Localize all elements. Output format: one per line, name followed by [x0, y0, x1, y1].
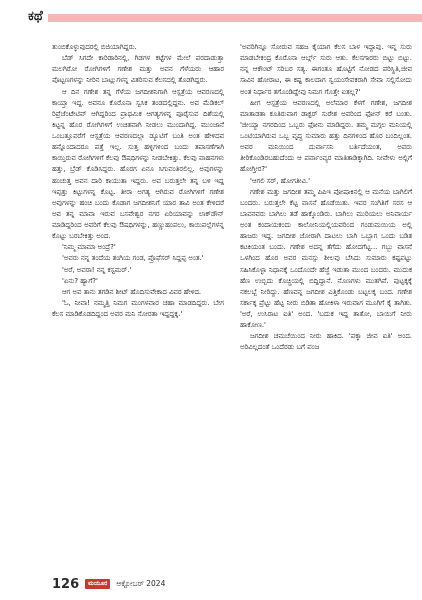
paragraph: 'ಏನು? ಹ್ಯಾಗೆ?' [62, 276, 98, 285]
paragraph: ಗಣೇಶ ಮತ್ತು ಜಗದೀಶ ತಮ್ಮ ಪಿಪಿಇ ಪೋಷಾಕಿನಲ್ಲಿ ಆ ಮನೆಯ ಬಾಗಿಲಿಗೆ ಬಂದರು. ಬರುತ್ತಲೇ ಕೆಟ್ಟ ವಾಸನೆ ಹೊಡೆಯಿತು. ಇವರ ಸಂಗಿತಿಗೆ ಸರಸ ಆ ಬಾವನವರು ಬಾಗಿಲು ತಡೆ ಹಾಕ್ಕೊಂಡಿರು. ಬಾಗಿಲು ಮುರಿಯಲು ಅನಿವಾರ್ಯ ಅಂತ ಕಂದಾಯಕಂದು ಕಾಲೋನಿಯಲ್ಲಿಯವರಿಂದ ಗಂಡುಮಯಿಯ ಅಲ್ಲಿ ಹಾಜರು ಇದ್ದ. ಜಗದೀಶ ಜೋರಾಗಿ ದಾಟಲು ಬಾಗಿ ಒಬ್ಬಾಗ ಒಂದು ಬಡಿತ ಕಟಕಿಯಂತ ಬಂದು. ಗಣೇಶ ಅದನ್ನ ತೆಗೆದು ಹೋದಗೆಟ್ಟ... ಗಬ್ಬು ವಾಸನೆ ಒಳಗಿಂದ ಹೊರ ಅವರ ಮನಸ್ಸು ಶೀಲವು ಬೆಸಿದು ಸುಮಾರು ಕಷ್ಟಪಟ್ಟು ಸಹಿಸಿಕೊಳ್ಳಾ ನಿಧಾನಕ್ಕೆ ಒಂದೊಂದೇ ಹೆಜ್ಜೆ ಇಡುತಾ ಮುಂದ ಬಂದರು. ಮುದುಕ ಹೆಣ ಉಬ್ಬಿದು ಕೊಚ್ಚಿಯಲ್ಲಿ ಬಿದ್ದಿದ್ದಾನೆ. ನೊಣಗಳು ಮುತಗಿವೆ. ಪುಟ್ಟಕ್ಕಕ್ಕೆ ನಕಲಬ್ಬೆ ನೀರಿದ್ದು. ಹೆಣವನ್ನ ಜಗದೀಶ ಎತ್ತಿಕೊಂಡು ಬಟ್ಟಲಕ್ಕ ಬಂದ. ಗಣೇಶ ಸರ್ಕಾಕ್ಕ ಪ್ರೆಟ್ಟು ಹೆಟ್ಟ ನೀರು ಬಿಡಿತಾ ಹೋಕಿಳಾ ಇರುವಾಗ ಮೂಗಿಗೆ ಕೈ ತಾಗಿತು. 'ಅರೆ, ಉಸಿರಾಟ ಐತಿ' ಅಂದ. 'ಬದುಕ ಇದ್ದ ತಾತೋ, ಬಾಯಿಗೆ ನೀರು ಹಾಕೋಣ.' [240, 187, 412, 330]
paragraph: 'ಓ, ನೀವಾ! ನಮ್ಮತ್ತಿ ನಿಮಗ ಮಂಗಳವಾರ ಚಹಾ ಮಾಡದಿದ್ದರು. ಬೇಗ ಕೆಲಸ ಮಾಡಿಕೊಡದಿದ್ದಂದ ಅವರ ಮನಿ ಸೋರತಾ ಇದ್ದದ್ದಕ್ಕ.' [52, 298, 224, 318]
paragraph: ಆ ದಿನ ಗಣೇಶ ತನ್ನ ಗೆಳೆಯ ಜಗದೀಶನಿಗಾಗಿ ಆಸ್ಪತ್ರೆಯ ಆವರಣದಲ್ಲಿ ಕಾಯ್ತಾ ಇದ್ದ. ಅವನೂ ಕೊರೊನಾ ಸ್ವಸಿಕ ತಂಡದಲ್ಲಿದ್ದನು. ಅವ ಮೆಡಿಕಲ್ ರಿಪ್ರೆಜೆಂಟೇಟಿವ್ ಆಗಿದ್ದರಿಂದ ಪ್ರಾಥಮಿಕ ಆಗತ್ಯಗಳನ್ನ ಪೂರೈಸುವ ದಿಶೆಯಲ್ಲಿ ಕಿಟ್ಟನ್ನ ಹೊರ ರೋಗಿಗಳಿಗೆ ಉಚಿತವಾಗಿ ನೀಡಲು ಮುಂದಾಗಿದ್ದ. ಮುಂಜಾನೆ ಒಂಬತ್ತೂವರೆಗೆ ಆಸ್ಪತ್ರೆಯ ಆವರಣದಲ್ಲಾ ಡ್ಯೂಟಿಗೆ ಬಂತಿ ಅಂತ ಹೇಳಿದವ ಹನ್ನೊಂದಾದರೂ ಪತ್ತೆ ಇಲ್ಲ. ಸುತ್ತ ಹಳ್ಳಿಗಳಿಂದ ಬಂದು ತಪಾಸಣೆಗಾಗಿ ಕಾಯ್ತಿರುವ ರೋಗಿಗಳಿಗೆ ಕೆಲವು ಔಷಧಿಗಳನ್ನು ನೀಡಬೇಕಿತ್ತು. ಕೆಲವು ವಾಹನಗಳು ಹತ್ತು, ಬ್ರೆಡ್ ಕೊಡಿಸಿದ್ದರು. ಹೊರಗ ಏನೂ ಸಿಗುವಂತಿರಲಿಲ್ಲ. ಅವುಗಳನ್ನು ಹಂಚುತ್ತ ಅವನ ದಾರಿ ಕಾಯುತಾ ಇದ್ದರು. ಅವ ಬರುತ್ತಲೇ ತನ್ನ ಬಳಿ ಇದ್ದ ಇಪ್ಪತ್ತು ಕಿಟ್ಟುಗಳನ್ನ ಕೊಟ್ಟ. ತೀರಾ ಅಗತ್ಯ ಆಗಿರುವ ರೋಗಿಗಳಿಗೆ ಗಣೇಶ ಅವುಗಳನ್ನು ಹಂಚಿ ಬಂದು ಕೊಡಾಗ ಜಗದೀಶನಿಗೆ ಯಾರ ತಾವಿ ಅಂತ ಕೇಳಿದರೆ ಅವ ತನ್ನ ಮಾವಾ ಇರುವ ಬಸವೇಶ್ವರ ನಗರ ಏರಿಯಾವನ್ನು ಲಾಕ್‌ಡೌನ್ ಮಾಡಿದ್ದರಿಂದ ಅವರಿಗೆ ಕೆಲವು ಔಷಧಿಗಳನ್ನು, ಹಣ್ಣುಹಂಪಲು, ಕಾಯಿಪಲ್ಲೆಗಳನ್ನ ಕೊಟ್ಟು ಬರಬೇಕಿತ್ತು ಅಂದ. [52, 87, 224, 241]
paragraph: 'ಅರೆ, ಅವರಾ! ನನ್ನ ಕಸ್ಟಮರ್.' [62, 265, 132, 274]
paragraph: 'ಅವರು ನನ್ನ ತಂದೆಯ ತಂಗಿಯ ಗಂಡ, ಪ್ರೊಫೆಸರ್ ಸಿದ್ದಪ್ಪ ಅಂತ.' [62, 254, 204, 263]
paragraph: ಆಗ ಅವ ತಾನು ತಗಡಿನ ಶೀಟ್ ಹೊದಿಸುವೇಕಾದ ವಿವರ ಹೇಳಿದ. [62, 287, 202, 296]
paragraph: ಜಗದೀಶ ಚಮಚೆಯಿಂದ ನೀರು ಹಾಕಿದ. 'ಪಕ್ಕಾ ಜೀವ ಐತಿ' ಅಂದ. ಅರಿವಿಲ್ಲದಂತೆ ಒಂದೆರಡು ಬಗೆ ಪಂಜ [240, 332, 412, 352]
paragraph: ತುಂಬಿಕೊಳ್ಳುವುದರಲ್ಲಿ ಬಿಜಿಯಾಗಿದ್ದರು. [52, 43, 137, 51]
issue-date: ಆಕ್ಟೋಬರ್ 2024 [116, 579, 166, 588]
magazine-logo: ಮಯೂರ [85, 579, 110, 589]
section-label: ಕಥೆ [28, 9, 43, 24]
paragraph: 'ನಿಮ್ಮ ಮಾಮಾ ಅಂದ್ರೆ?' [62, 243, 116, 252]
section-header-bar [48, 14, 422, 22]
paragraph: ಹೀಗ ಆಸ್ಪತ್ರೆಯ ಆವರಣದಲ್ಲಿ ಅಲೆಮಾರ ಕೆಳಗೆ ಗಣೇಶ, ಜಗದೀಶ ಮಾತಾಡತಾ ಕೂತಿರುವಾಗ ಡಾಕ್ಟರ್ ಸುರೇಶ ಅವರಿಂದ ಫೋನ್ ಕರೆ ಬಂತು. 'ಜೀಯ್ಯಾ ನಗರದಿಂದ ಒಬ್ಬರು ಫೋನು ಮಾಡಿದ್ದರು. ತಮ್ಮ ಮಗ್ಗಲ ಮನಿಯಲ್ಲಿ ಒಂಟಿಯಾಗಿರುವ ಒಬ್ಬ ವೃದ್ಧ ಸುಮಾರು ಹತ್ತು ದಿನಗಳಿಂದ ಹೊರ ಬಂದಿಲ್ಲಂತ. ಅವರ ಮನಿಯಿಂದ ದುರ್ವಾಸನಿ ಬರ್ತಿದೆಯಂತ, ಅವರು ತೀರಿಕೊಂಡಿರಬಹುದೆಂದು ಆ ಪರ್ವಾಂವ್ಯರ ಮಾತಿತಾಡಿಕ್ಕಾಗಿದಿ. ನೀವೇಳು ಅಲ್ಲಿಗೆ ಹೋಗ್ತೀರ?' [240, 98, 412, 174]
paragraph: ಬೆಡ್ ಸಿಗದೇ ಕಾರಿಡಾರಿನಲ್ಲಿ, ಗಿಡಗಳ ಕಟ್ಟೆಗಳ ಮೇಲೆ ಪರದಾಡುತ್ತಾ ಮಲಗಿರೋ ರೋಗಿಗಳಿಗೆ ಗಣೇಶ ಮತ್ತು ಅವನ ಗೆಳೆಯರು ಆಹಾರ ಪೊಟ್ಟಣಗಳನ್ನು ನೀರಿನ ಬಾಟ್ಲುಗಳನ್ನ ವಿತರಿಸುವ ಕೆಲಸದಲ್ಲಿ ತೊಡಗಿದ್ದರು. [52, 54, 224, 85]
paragraph: 'ಆಗಲಿ ಸರ್, ಹೋಗತೀವಿ.' [250, 176, 310, 185]
page-footer [52, 575, 165, 593]
section-header [0, 0, 422, 36]
right-column [240, 42, 412, 354]
paragraph: 'ಅವರಿಗಿನ್ನೂ ಸೋರುವ ಸಹಜ ಕೈಯಾಗ ಕೆಲಸ ಬಾಳ ಇದ್ದಾವು. ಇನ್ನ ಸುರು ಮಾಡಬೇಕಂದ್ರ ಕೊರೊನಾ ಆರ್ಬ್ಗ್ ಸುರು ಆತು. ಕೆಲಸಗಾರರು ಬಿಟ್ಟು ಬಿಟ್ಟು. ನನ್ನ ಆಕೌಂಟ್ ಸರಿಬರ ಸತ್ಯ. ಈಗಂತೂ ಹೊಟ್ಟಿಗೆ ನೋಡದ ಪರಿಸ್ಥಿತಿ,ಜೀವ ಸಾವಿನ ಹೋರಾಟ, ಈ ಕಷ್ಟ ಕಾಲದಾಗ ಸ್ವಯಂಸೇವಕರಾಗಿ ಸೇವಾ ಸಲ್ಲಿಸೋದು ಅಂತ ನಿರ್ಧಾರ ತಗೊಂಡಿದ್ದೇವು ನಿಮಗ ಗೊತ್ತೇ ಐತಲ್ಲ?' [240, 43, 412, 96]
page-number: 126 [52, 576, 80, 592]
article-body [52, 42, 414, 570]
left-column [52, 42, 224, 320]
